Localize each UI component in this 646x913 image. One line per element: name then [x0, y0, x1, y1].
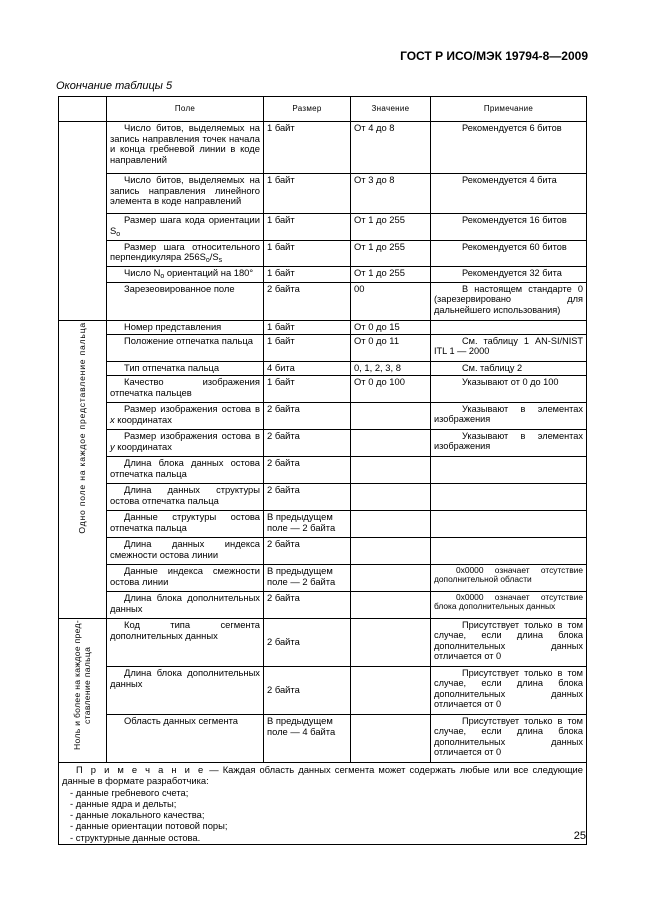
size-cell: В предыдущем поле — 4 байта [264, 714, 351, 762]
table-row [59, 375, 587, 402]
field-subscript: o [116, 230, 121, 238]
field-cell: Номер представления [107, 320, 264, 334]
table-row [59, 714, 587, 762]
field-cell: Тип отпечатка пальца [107, 361, 264, 375]
field-cell: Длина блока данных остова отпечатка пальца [107, 456, 264, 483]
table-row [59, 122, 587, 174]
field-cell: Область данных сегмента [107, 714, 264, 762]
footnote [59, 762, 587, 844]
table-row [59, 267, 587, 283]
value-cell: От 0 до 100 [351, 375, 431, 402]
table-row [59, 666, 587, 714]
note-cell: Рекомендуется 4 бита [431, 174, 587, 214]
field-cell: Длина данных структуры остова отпечатка пальца [107, 483, 264, 510]
field-italic: x [110, 413, 115, 425]
size-cell: В предыдущем поле — 2 байта [264, 510, 351, 537]
footnote-item: - структурные данные остова. [70, 831, 201, 843]
header-value: Значение [351, 97, 431, 122]
size-cell: 1 байт [264, 174, 351, 214]
note-cell: 0x0000 означает отсутствие дополнительной области [431, 564, 587, 591]
table-row [59, 240, 587, 267]
table-row [59, 214, 587, 241]
header-size: Размер [264, 97, 351, 122]
header-group-cell [59, 97, 107, 122]
table-row [59, 402, 587, 429]
size-cell: 1 байт [264, 334, 351, 361]
size-cell: 2 байта [264, 666, 351, 714]
size-cell: 1 байт [264, 214, 351, 241]
size-cell: 1 байт [264, 267, 351, 283]
note-cell [431, 483, 587, 510]
value-cell: От 0 до 15 [351, 320, 431, 334]
field-cell: Длина блока дополнительных данных [107, 591, 264, 618]
header-note: Примечание [431, 97, 587, 122]
field-cell [107, 429, 264, 456]
size-cell: 2 байта [264, 429, 351, 456]
size-cell: В предыдущем поле — 2 байта [264, 564, 351, 591]
field-cell [107, 214, 264, 241]
note-cell [431, 510, 587, 537]
footnote-label: П р и м е ч а н и е [76, 763, 206, 775]
size-cell: 2 байта [264, 483, 351, 510]
table-row [59, 618, 587, 666]
field-text: Размер изображения остова в [124, 429, 260, 441]
field-cell [107, 402, 264, 429]
table-header-row [59, 97, 587, 122]
group-label-line1: Ноль и более на каждое пред- [71, 619, 82, 750]
header-field: Поле [107, 97, 264, 122]
field-text: Размер шага относительного перпендикуляра 256S [110, 240, 260, 263]
group-label-text: Одно поле на каждое представление пальца [76, 321, 87, 534]
value-cell: От 4 до 8 [351, 122, 431, 174]
size-cell: 2 байта [264, 282, 351, 320]
field-subscript: o [205, 257, 210, 265]
field-cell: Данные индекса смежности остова линии [107, 564, 264, 591]
note-cell [431, 320, 587, 334]
size-cell: 1 байт [264, 240, 351, 267]
field-cell: Код типа сегмента дополнительных данных [107, 618, 264, 666]
note-cell: Указывают в элементах изображения [431, 429, 587, 456]
document-header: ГОСТ Р ИСО/МЭК 19794-8—2009 [400, 49, 588, 63]
field-subscript-2: s [218, 257, 223, 265]
field-text-b: координатах [114, 413, 172, 425]
size-cell: 2 байта [264, 537, 351, 564]
group-cell-empty [59, 122, 107, 321]
table-row [59, 537, 587, 564]
footnote-item: - данные локального качества; [70, 809, 205, 821]
field-italic: y [110, 440, 115, 452]
field-cell: Число битов, выделяемых на запись направления точек начала и конца гребневой линии в коде направлений [107, 122, 264, 174]
value-cell: От 1 до 255 [351, 240, 431, 267]
note-cell: См. таблицу 2 [431, 361, 587, 375]
footnote-item: - данные ориентации потовой поры; [70, 820, 228, 832]
value-cell [351, 402, 431, 429]
field-cell: Зарезеовированное поле [107, 282, 264, 320]
value-cell [351, 714, 431, 762]
field-cell: Положение отпечатка пальца [107, 334, 264, 361]
value-cell [351, 483, 431, 510]
table-caption: Окончание таблицы 5 [56, 80, 173, 92]
note-cell: 0x0000 означает отсутствие блока дополнительных данных [431, 591, 587, 618]
table-row [59, 591, 587, 618]
value-cell: 00 [351, 282, 431, 320]
group-label-extended [59, 618, 107, 762]
note-cell: Присутствует только в том случае, если длина блока дополнительных данных отличается от 0 [431, 666, 587, 714]
value-cell [351, 666, 431, 714]
table-row [59, 483, 587, 510]
value-cell: От 1 до 255 [351, 267, 431, 283]
value-cell [351, 537, 431, 564]
note-cell: Указывают от 0 до 100 [431, 375, 587, 402]
value-cell: От 1 до 255 [351, 214, 431, 241]
field-cell: Данные структуры остова отпечатка пальца [107, 510, 264, 537]
size-cell: 1 байт [264, 122, 351, 174]
field-cell: Качество изображения отпечатка пальцев [107, 375, 264, 402]
note-cell [431, 456, 587, 483]
value-cell [351, 618, 431, 666]
footnote-text: — Каждая область данных сегмента может содержать любые или все следующие данные в формате разработчика: [62, 763, 583, 787]
size-cell: 1 байт [264, 320, 351, 334]
note-cell: См. таблицу 1 AN-SI/NIST ITL 1 — 2000 [431, 334, 587, 361]
group-label-line2: ставление пальца [81, 646, 92, 724]
group-label-per-view [59, 320, 107, 618]
field-subscript: o [160, 273, 165, 281]
table-row [59, 282, 587, 320]
size-cell: 4 бита [264, 361, 351, 375]
value-cell: От 0 до 11 [351, 334, 431, 361]
group-label-text [73, 620, 93, 750]
size-cell: 1 байт [264, 375, 351, 402]
field-cell: Длина блока дополнительных данных [107, 666, 264, 714]
field-cell [107, 240, 264, 267]
footnote-row [59, 762, 587, 844]
table-row [59, 564, 587, 591]
size-cell: 2 байта [264, 402, 351, 429]
table-row [59, 361, 587, 375]
field-text-b: координатах [114, 440, 172, 452]
note-cell: Рекомендуется 16 битов [431, 214, 587, 241]
field-text: Размер шага кода ориентации S [110, 214, 260, 236]
note-cell: Присутствует только в том случае, если длина блока дополнительных данных отличается от 0 [431, 618, 587, 666]
size-cell: 2 байта [264, 591, 351, 618]
note-cell: Присутствует только в том случае, если длина блока дополнительных данных отличается от 0 [431, 714, 587, 762]
table-row [59, 334, 587, 361]
table-row [59, 320, 587, 334]
data-table [58, 96, 587, 845]
note-cell [431, 537, 587, 564]
value-cell [351, 510, 431, 537]
note-cell: Указывают в элементах изображения [431, 402, 587, 429]
value-cell [351, 591, 431, 618]
footnote-intro [62, 764, 583, 787]
value-cell [351, 564, 431, 591]
field-cell: Число битов, выделяемых на запись направления линейного элемента в коде направлений [107, 174, 264, 214]
table-row [59, 429, 587, 456]
footnote-item: - данные гребневого счета; [70, 786, 189, 798]
value-cell [351, 456, 431, 483]
note-cell: Рекомендуется 32 бита [431, 267, 587, 283]
field-text: Число N [124, 267, 161, 279]
value-cell: 0, 1, 2, 3, 8 [351, 361, 431, 375]
size-cell: 2 байта [264, 618, 351, 666]
table-row [59, 456, 587, 483]
page-number: 25 [573, 830, 586, 842]
field-cell [107, 267, 264, 283]
size-cell: 2 байта [264, 456, 351, 483]
field-text: Размер изображения остова в [124, 402, 260, 414]
note-cell: Рекомендуется 6 битов [431, 122, 587, 174]
value-cell [351, 429, 431, 456]
table-row [59, 510, 587, 537]
field-text-b: ориентаций на 180° [164, 267, 254, 279]
field-text-b: /S [209, 251, 219, 263]
table-row [59, 174, 587, 214]
note-cell: В настоящем стандарте 0 (зарезервировано для дальнейшего использования) [431, 282, 587, 320]
field-cell: Длина данных индекса смежности остова линии [107, 537, 264, 564]
footnote-item: - данные ядра и дельты; [70, 797, 177, 809]
value-cell: От 3 до 8 [351, 174, 431, 214]
note-cell: Рекомендуется 60 битов [431, 240, 587, 267]
